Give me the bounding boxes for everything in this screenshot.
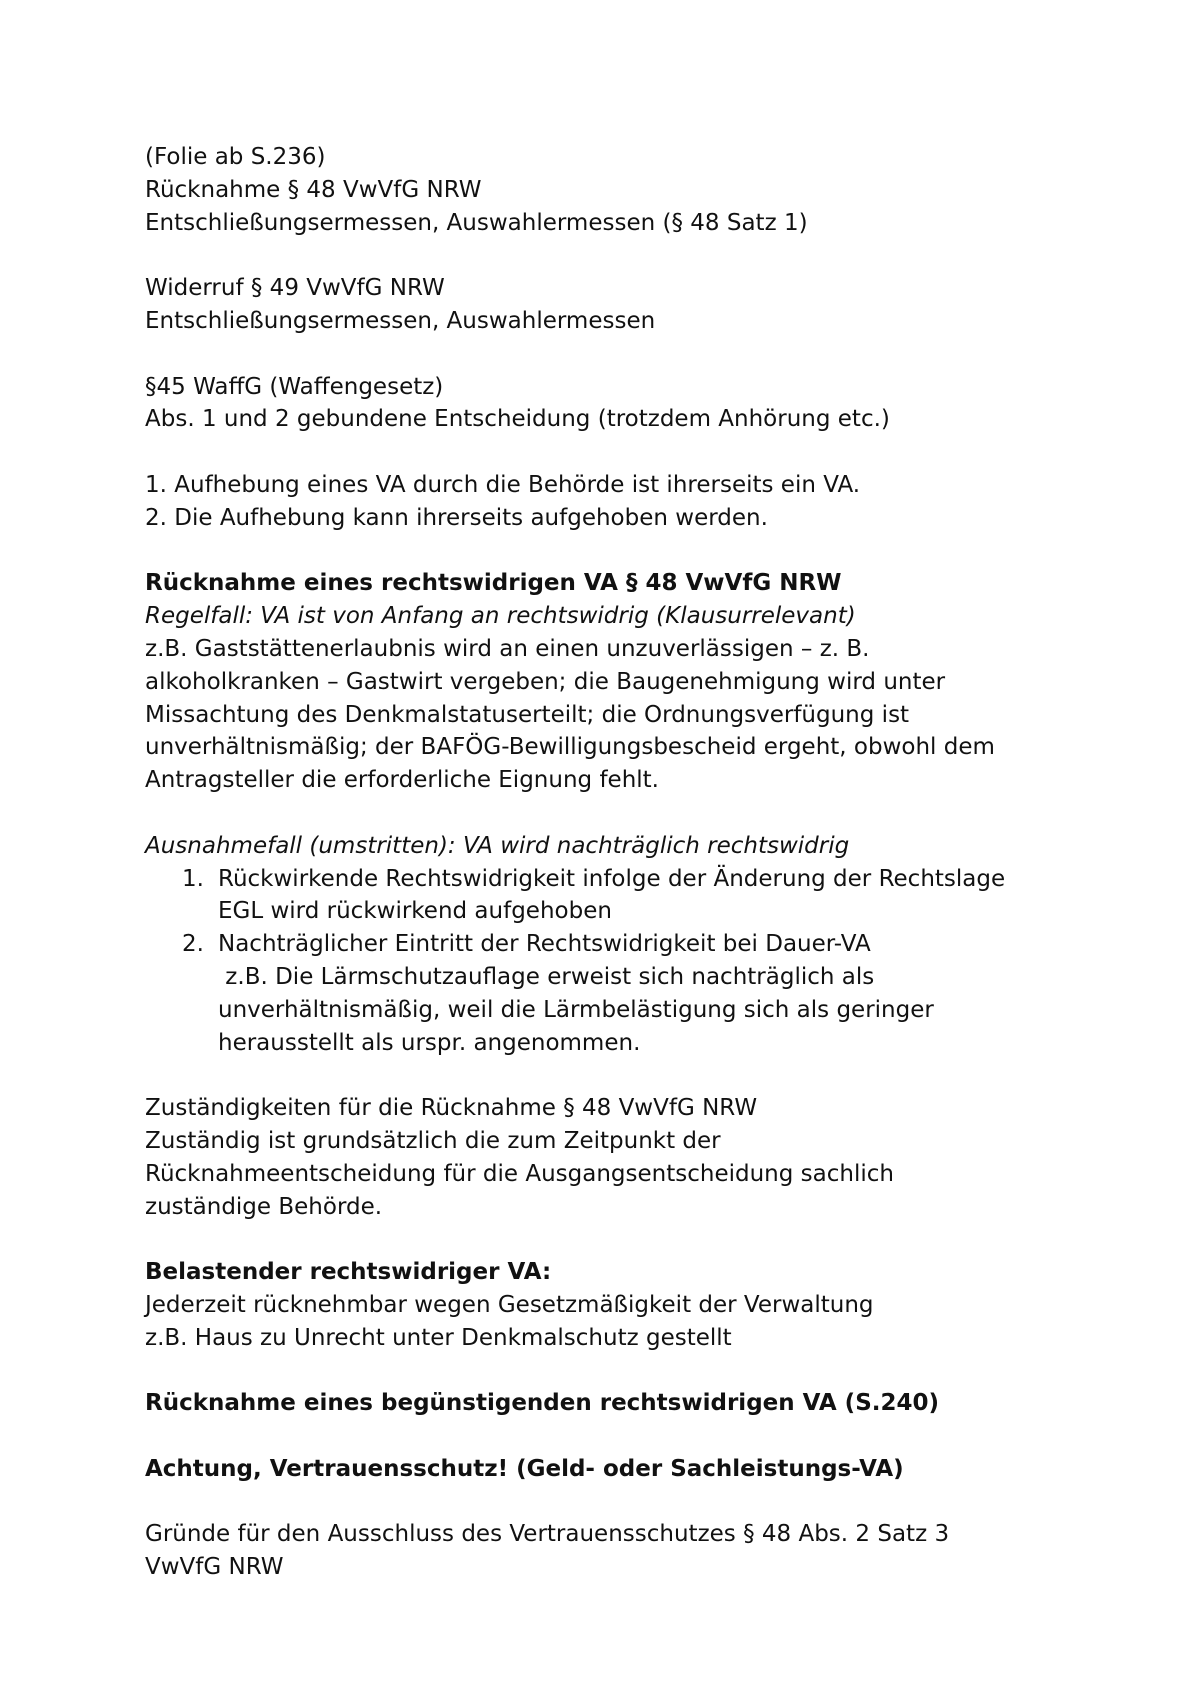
list-item [182, 928, 1105, 1059]
spacer [145, 1223, 1105, 1256]
list-number: 1. [182, 865, 204, 892]
widerruf-title: Widerruf § 49 VwVfG NRW [145, 275, 445, 302]
spacer [145, 436, 1105, 469]
vertrauensschutz-heading: Achtung, Vertrauensschutz! (Geld- oder Sachleistungs-VA) [145, 1455, 904, 1482]
list-item-line: Rückwirkende Rechtswidrigkeit infolge der Änderung der Rechtslage [218, 865, 1006, 892]
spacer [145, 338, 1105, 371]
waffg-abs: Abs. 1 und 2 gebundene Entscheidung (trotzdem Anhörung etc.) [145, 406, 890, 433]
list-number: 2. [182, 931, 204, 958]
waffg-title: §45 WaffG (Waffengesetz) [145, 373, 444, 400]
example-line: alkoholkranken – Gastwirt vergeben; die Baugenehmigung wird unter [145, 668, 946, 695]
example-line: z.B. Gaststättenerlaubnis wird an einen unzuverlässigen – z. B. [145, 635, 870, 662]
regelfall-text: Regelfall: VA ist von Anfang an rechtswidrig (Klausurrelevant) [145, 603, 856, 630]
belastend-line: z.B. Haus zu Unrecht unter Denkmalschutz gestellt [145, 1324, 732, 1351]
list-item-line: EGL wird rückwirkend aufgehoben [218, 898, 612, 925]
document-page [145, 141, 1105, 1584]
spacer [145, 797, 1105, 830]
widerruf-ermessen: Entschließungsermessen, Auswahlermessen [145, 307, 656, 334]
zustaendigkeit-heading: Zuständigkeiten für die Rücknahme § 48 VwVfG NRW [145, 1095, 758, 1122]
spacer [145, 1354, 1105, 1387]
belastend-line: Jederzeit rücknehmbar wegen Gesetzmäßigkeit der Verwaltung [145, 1291, 874, 1318]
zustaendigkeit-line: zuständige Behörde. [145, 1193, 383, 1220]
zustaendigkeit-line: Zuständig ist grundsätzlich die zum Zeitpunkt der [145, 1127, 721, 1154]
spacer [145, 1420, 1105, 1453]
point-1: 1. Aufhebung eines VA durch die Behörde ist ihrerseits ein VA. [145, 471, 861, 498]
example-line: Antragsteller die erforderliche Eignung fehlt. [145, 767, 659, 794]
ausnahmefall-text: Ausnahmefall (umstritten): VA wird nachträglich rechtswidrig [145, 832, 850, 859]
spacer [145, 535, 1105, 568]
list-item-line: Nachträglicher Eintritt der Rechtswidrigkeit bei Dauer-VA [218, 931, 871, 958]
gruende-line: Gründe für den Ausschluss des Vertrauensschutzes § 48 Abs. 2 Satz 3 [145, 1521, 950, 1548]
ruecknahme-ermessen: Entschließungsermessen, Auswahlermessen (§ 48 Satz 1) [145, 209, 808, 236]
spacer [145, 239, 1105, 272]
folie-reference: (Folie ab S.236) [145, 144, 326, 170]
list-item-line: herausstellt als urspr. angenommen. [218, 1029, 641, 1056]
spacer [145, 1059, 1105, 1092]
beguenstigend-heading: Rücknahme eines begünstigenden rechtswidrigen VA (S.240) [145, 1390, 940, 1417]
gruende-line: VwVfG NRW [145, 1554, 284, 1581]
point-2: 2. Die Aufhebung kann ihrerseits aufgehoben werden. [145, 504, 768, 531]
ruecknahme-title: Rücknahme § 48 VwVfG NRW [145, 176, 482, 203]
zustaendigkeit-line: Rücknahmeentscheidung für die Ausgangsentscheidung sachlich [145, 1160, 894, 1187]
example-line: Missachtung des Denkmalstatuserteilt; die Ordnungsverfügung ist [145, 701, 910, 728]
belastend-heading: Belastender rechtswidriger VA: [145, 1259, 552, 1286]
list-item [182, 863, 1105, 929]
list-item-line: z.B. Die Lärmschutzauflage erweist sich nachträglich als [218, 963, 875, 990]
section-heading-ruecknahme: Rücknahme eines rechtswidrigen VA § 48 VwVfG NRW [145, 570, 842, 597]
ausnahmefall-list [145, 863, 1105, 1060]
example-line: unverhältnismäßig; der BAFÖG-Bewilligungsbescheid ergeht, obwohl dem [145, 734, 995, 761]
list-item-line: unverhältnismäßig, weil die Lärmbelästigung sich als geringer [218, 996, 934, 1023]
spacer [145, 1486, 1105, 1519]
